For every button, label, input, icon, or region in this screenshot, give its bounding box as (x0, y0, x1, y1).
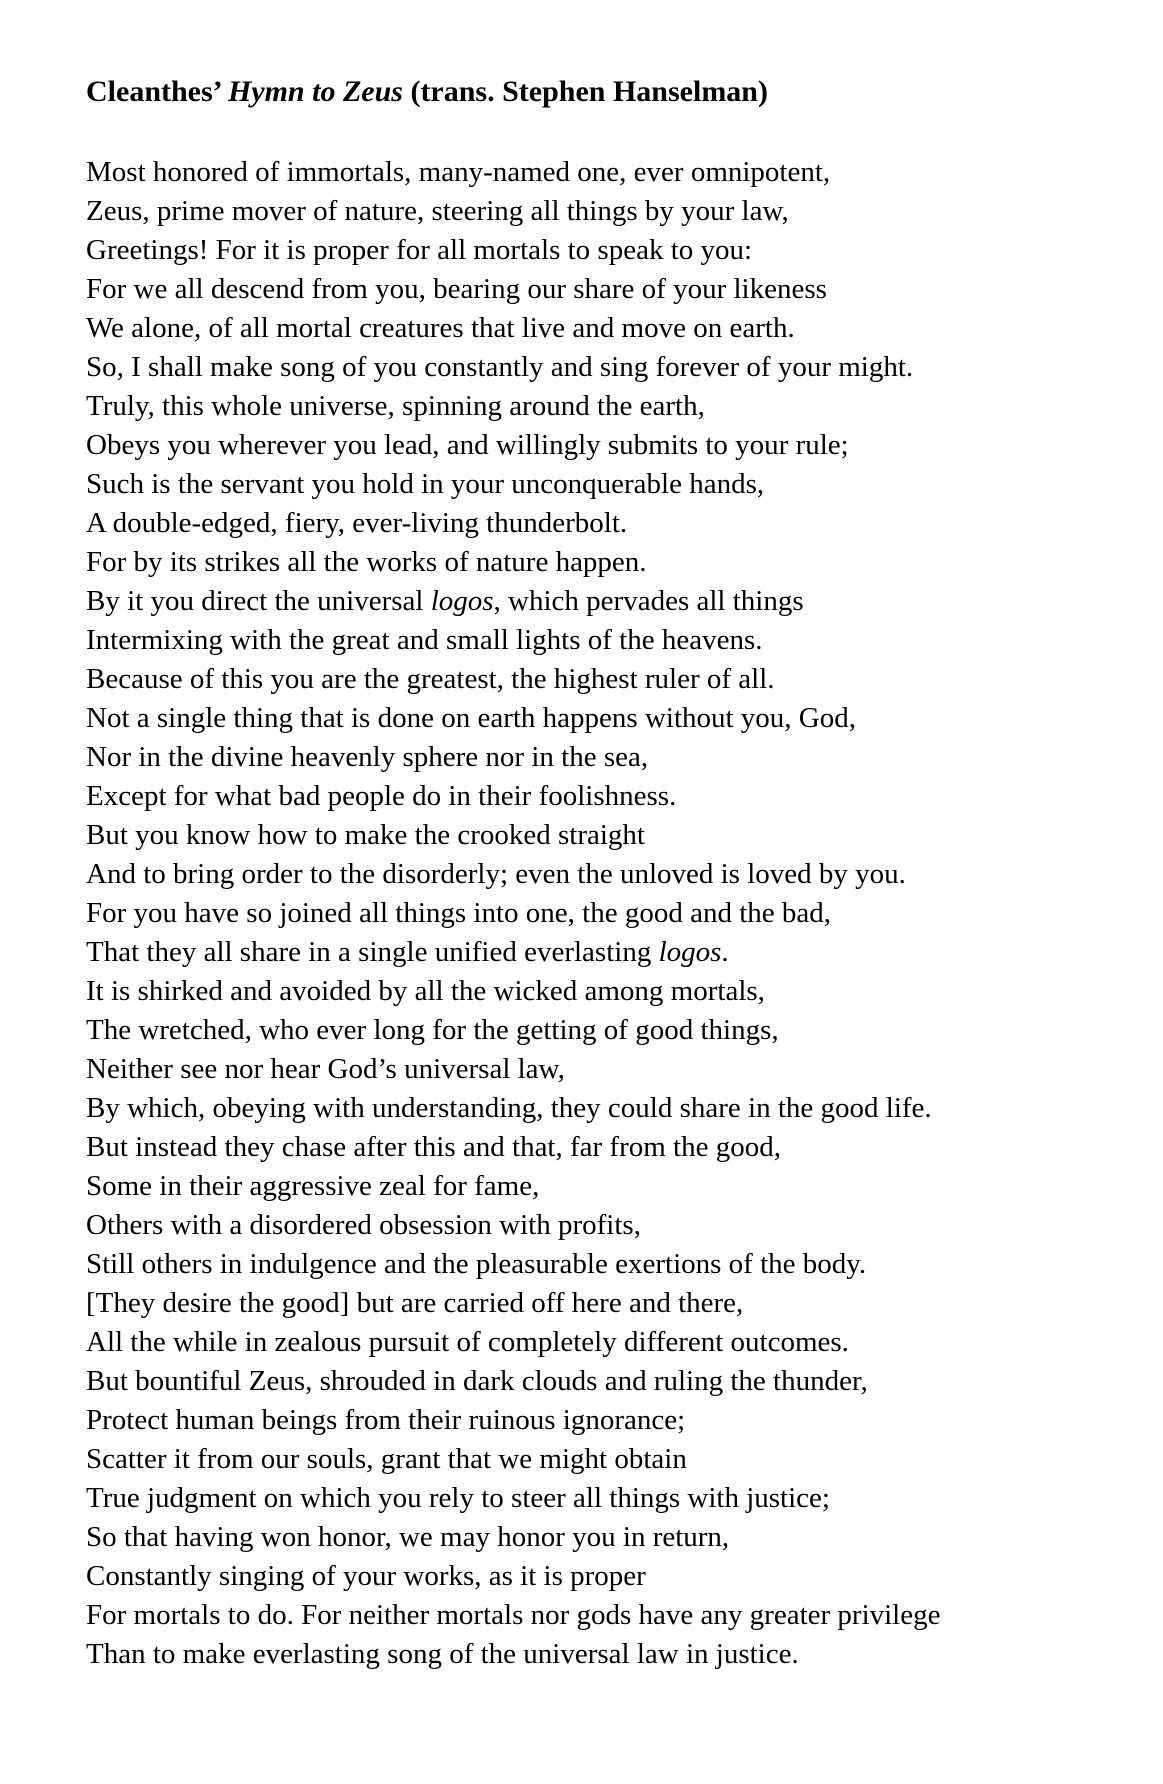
poem-line (86, 816, 1103, 855)
poem-line (86, 153, 1103, 192)
text-segment: So that having won honor, we may honor you in return, (86, 1521, 730, 1553)
text-segment: Most honored of immortals, many-named one, ever omnipotent, (86, 156, 831, 188)
poem-line (86, 933, 1103, 972)
text-segment: A double-edged, fiery, ever-living thunderbolt. (86, 507, 628, 539)
poem-line (86, 855, 1103, 894)
poem-line (86, 582, 1103, 621)
poem-line (86, 621, 1103, 660)
poem-line (86, 1401, 1103, 1440)
poem-line (86, 1479, 1103, 1518)
text-segment: But instead they chase after this and that, far from the good, (86, 1131, 781, 1163)
poem-line (86, 1284, 1103, 1323)
text-segment: For we all descend from you, bearing our share of your likeness (86, 273, 827, 305)
text-segment: logos (658, 936, 722, 968)
text-segment: The wretched, who ever long for the getting of good things, (86, 1014, 779, 1046)
text-segment: True judgment on which you rely to steer all things with justice; (86, 1482, 830, 1514)
text-segment: It is shirked and avoided by all the wicked among mortals, (86, 975, 765, 1007)
poem-line (86, 972, 1103, 1011)
text-segment: Because of this you are the greatest, the highest ruler of all. (86, 663, 775, 695)
text-segment: Neither see nor hear God’s universal law, (86, 1053, 565, 1085)
text-segment: Cleanthes’ (86, 75, 228, 108)
poem-line (86, 465, 1103, 504)
poem-line (86, 426, 1103, 465)
text-segment: . (721, 936, 729, 968)
text-segment: (trans. Stephen Hanselman) (402, 75, 768, 108)
text-segment: We alone, of all mortal creatures that live and move on earth. (86, 312, 795, 344)
page-title (86, 72, 1103, 111)
text-segment: For mortals to do. For neither mortals nor gods have any greater privilege (86, 1599, 941, 1631)
poem-line (86, 1167, 1103, 1206)
poem-line (86, 231, 1103, 270)
poem-line (86, 1440, 1103, 1479)
text-segment: By which, obeying with understanding, they could share in the good life. (86, 1092, 932, 1124)
text-segment: But bountiful Zeus, shrouded in dark clouds and ruling the thunder, (86, 1365, 868, 1397)
text-segment: All the while in zealous pursuit of completely different outcomes. (86, 1326, 849, 1358)
text-segment: Zeus, prime mover of nature, steering all things by your law, (86, 195, 789, 227)
poem-line (86, 1635, 1103, 1674)
poem-line (86, 543, 1103, 582)
poem-line (86, 1128, 1103, 1167)
text-segment: Greetings! For it is proper for all mortals to speak to you: (86, 234, 753, 266)
text-segment: Not a single thing that is done on earth happens without you, God, (86, 702, 857, 734)
text-segment: For you have so joined all things into one, the good and the bad, (86, 897, 832, 929)
poem-line (86, 894, 1103, 933)
text-segment: That they all share in a single unified everlasting (86, 936, 659, 968)
text-segment: Others with a disordered obsession with profits, (86, 1209, 641, 1241)
text-segment: Some in their aggressive zeal for fame, (86, 1170, 540, 1202)
text-segment: Obeys you wherever you lead, and willingly submits to your rule; (86, 429, 849, 461)
text-segment: But you know how to make the crooked straight (86, 819, 645, 851)
text-segment: Truly, this whole universe, spinning around the earth, (86, 390, 705, 422)
poem-line (86, 738, 1103, 777)
poem-line (86, 309, 1103, 348)
poem-line (86, 1050, 1103, 1089)
poem-line (86, 270, 1103, 309)
poem-line (86, 1596, 1103, 1635)
text-segment: logos (430, 585, 494, 617)
text-segment: Such is the servant you hold in your unconquerable hands, (86, 468, 765, 500)
text-segment: Protect human beings from their ruinous ignorance; (86, 1404, 686, 1436)
poem (86, 153, 1103, 1674)
text-segment: Constantly singing of your works, as it is proper (86, 1560, 646, 1592)
poem-line (86, 699, 1103, 738)
poem-line (86, 387, 1103, 426)
text-segment: Intermixing with the great and small lights of the heavens. (86, 624, 763, 656)
text-segment: For by its strikes all the works of nature happen. (86, 546, 647, 578)
text-segment: So, I shall make song of you constantly and sing forever of your might. (86, 351, 914, 383)
poem-line (86, 504, 1103, 543)
poem-line (86, 1557, 1103, 1596)
text-segment: By it you direct the universal (86, 585, 431, 617)
text-segment: Nor in the divine heavenly sphere nor in the sea, (86, 741, 649, 773)
text-segment: Hymn to Zeus (227, 75, 403, 108)
poem-line (86, 1089, 1103, 1128)
poem-line (86, 1011, 1103, 1050)
poem-line (86, 660, 1103, 699)
poem-line (86, 1362, 1103, 1401)
text-segment: Still others in indulgence and the pleasurable exertions of the body. (86, 1248, 867, 1280)
text-segment: Scatter it from our souls, grant that we might obtain (86, 1443, 687, 1475)
text-segment: , which pervades all things (493, 585, 804, 617)
poem-line (86, 348, 1103, 387)
poem-line (86, 1518, 1103, 1557)
text-segment: Except for what bad people do in their foolishness. (86, 780, 677, 812)
poem-line (86, 192, 1103, 231)
poem-line (86, 1245, 1103, 1284)
text-segment: [They desire the good] but are carried off here and there, (86, 1287, 744, 1319)
text-segment: And to bring order to the disorderly; even the unloved is loved by you. (86, 858, 906, 890)
text-segment: Than to make everlasting song of the universal law in justice. (86, 1638, 799, 1670)
poem-line (86, 1323, 1103, 1362)
poem-line (86, 777, 1103, 816)
poem-line (86, 1206, 1103, 1245)
